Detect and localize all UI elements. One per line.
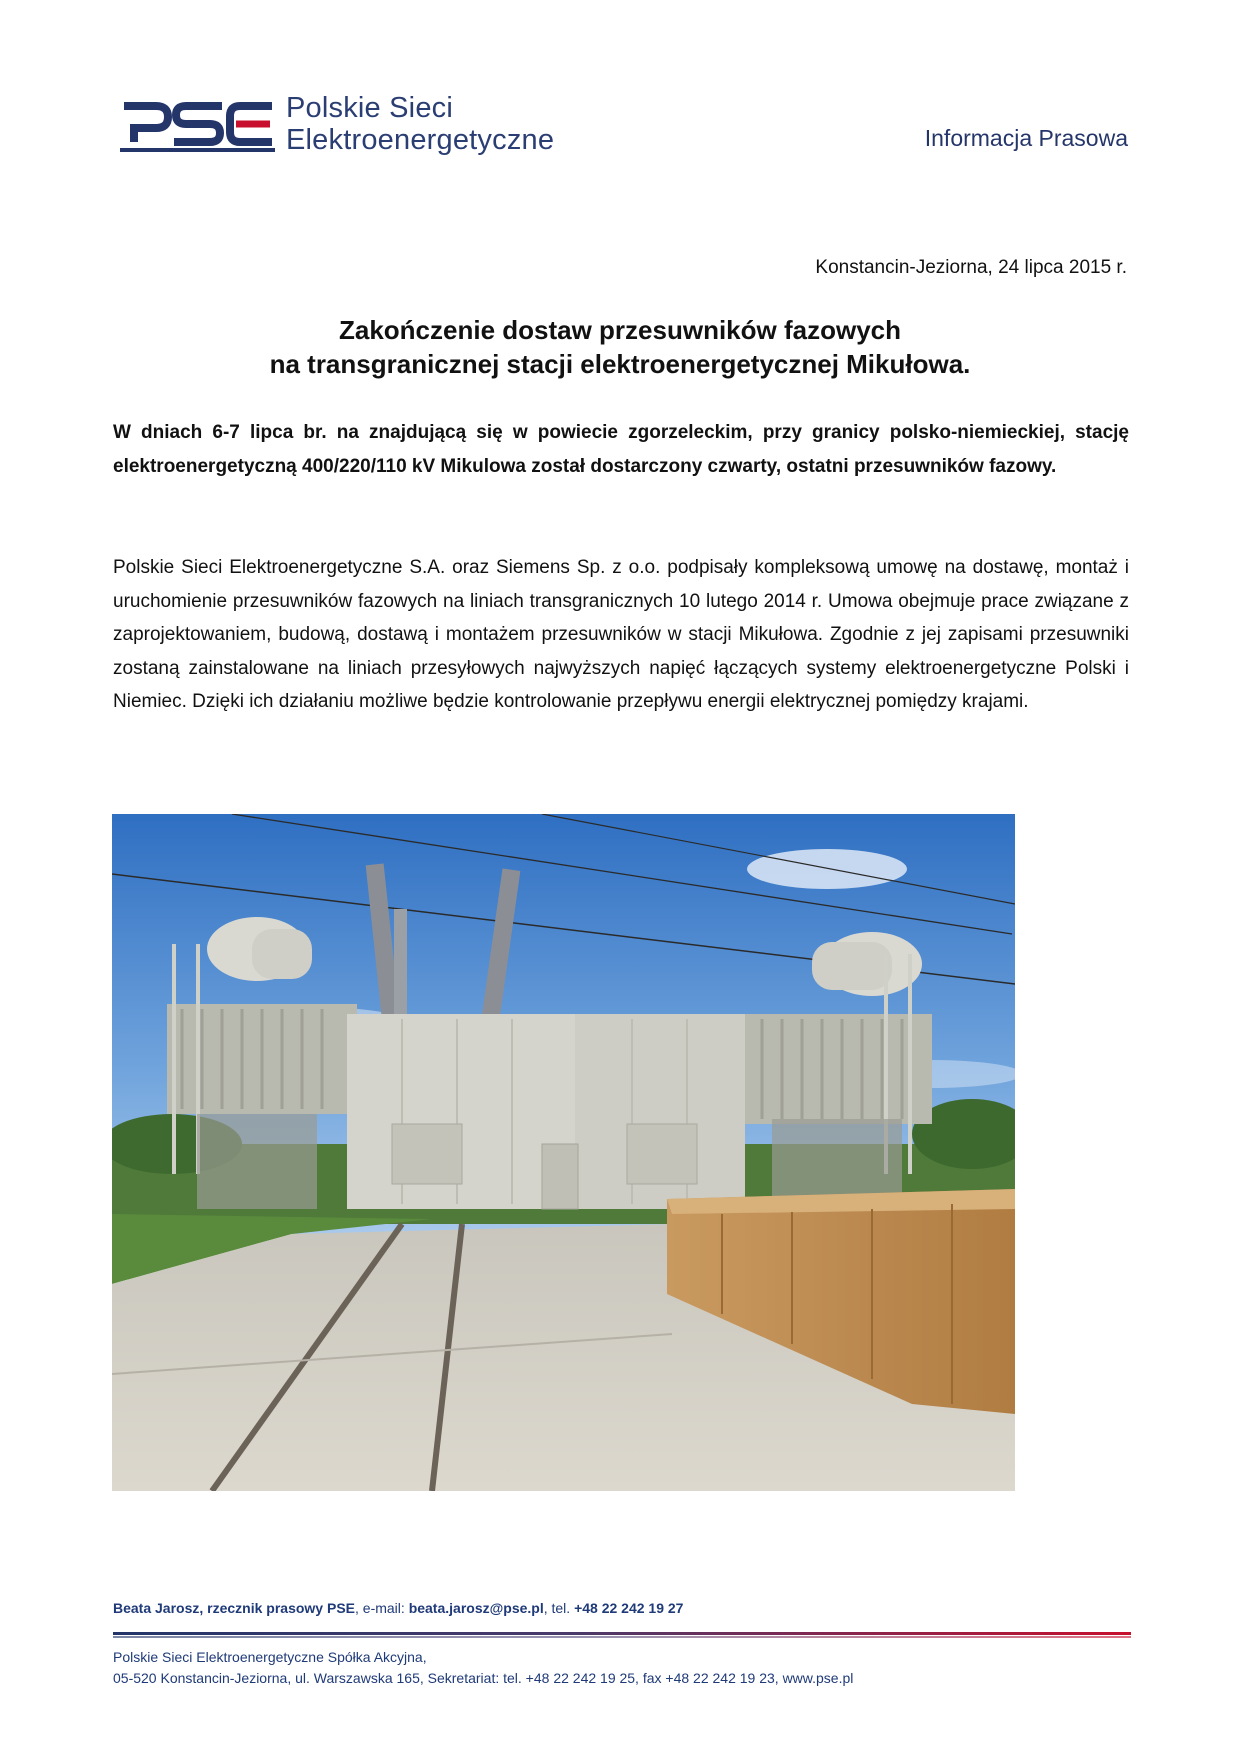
contact-tel: +48 22 242 19 27 <box>574 1600 684 1616</box>
pse-logo-mark <box>120 98 275 156</box>
substation-illustration <box>112 814 1015 1491</box>
document-type: Informacja Prasowa <box>924 125 1128 151</box>
footer-divider <box>113 1632 1131 1638</box>
title-line1: Zakończenie dostaw przesuwników fazowych <box>338 315 901 345</box>
page-title <box>110 313 1130 381</box>
pse-logo <box>120 92 590 164</box>
footer-line2: 05-520 Konstancin-Jeziorna, ul. Warszawska 165, Sekretariat: tel. +48 22 242 19 25, fax +48 22 242 19 23, www.pse.pl <box>113 1670 854 1686</box>
date-line: Konstancin-Jeziorna, 24 lipca 2015 r. <box>815 257 1127 278</box>
contact-tel-label: , tel. <box>543 1600 575 1616</box>
contact-email[interactable]: beata.jarosz@pse.pl <box>408 1600 544 1616</box>
contact-email-label: , e-mail: <box>355 1600 409 1616</box>
body-paragraph: Polskie Sieci Elektroenergetyczne S.A. oraz Siemens Sp. z o.o. podpisały kompleksową umowę na dostawę, montaż i uruchomienie przesuwników fazowych na liniach transgranicznych 10 lutego 2014 r. Umowa obejmuje prace związane z zaprojektowaniem, budową, dostawą i montażem przesuwników w stacji Mikułowa. Zgodnie z jej zapisami przesuwniki zostaną zainstalowane na liniach przesyłowych najwyższych napięć łączących systemy elektroenergetyczne Polski i Niemiec. Dzięki ich działaniu możliwe będzie kontrolowanie przepływu energii elektrycznej pomiędzy krajami. <box>113 557 1129 712</box>
logo-name-line2: Elektroenergetyczne <box>286 124 555 156</box>
company-footer <box>113 1647 853 1689</box>
logo-name-line1: Polskie Sieci <box>286 92 453 124</box>
pse-logo-name <box>286 92 554 156</box>
press-contact <box>113 1600 683 1616</box>
title-line2: na transgranicznej stacji elektroenergetycznej Mikułowa. <box>269 349 971 379</box>
contact-person: Beata Jarosz, rzecznik prasowy PSE <box>113 1600 355 1616</box>
footer-line1: Polskie Sieci Elektroenergetyczne Spółka Akcyjna, <box>113 1649 427 1665</box>
substation-photo <box>112 814 1015 1491</box>
lead-paragraph: W dniach 6-7 lipca br. na znajdującą się w powiecie zgorzeleckim, przy granicy polsko-niemieckiej, stację elektroenergetyczną 400/220/110 kV Mikulowa został dostarczony czwarty, ostatni przesuwników fazowy. <box>113 422 1129 477</box>
